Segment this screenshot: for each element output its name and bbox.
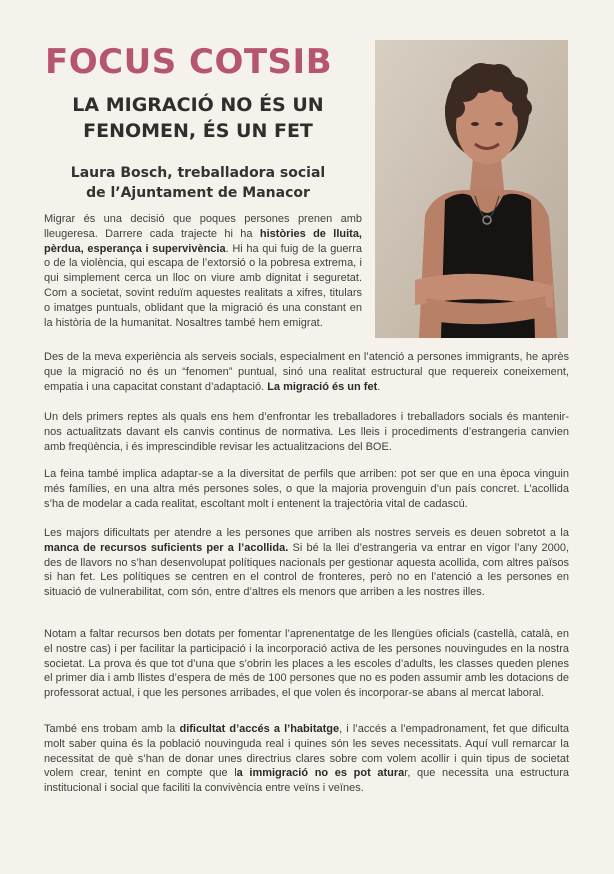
- article-paragraph-2: Des de la meva experiència als serveis socials, especialment en l’atenció a persones immigrants, he après que la migració no és un “fenomen” puntual, sinó una realitat estructural que requereix coneixement, empatia i una capacitat constant d’adaptació. La migració és un fet.: [44, 351, 569, 393]
- byline-affiliation: de l’Ajuntament de Manacor: [86, 185, 310, 201]
- article-paragraph-5: Les majors dificultats per atendre a les persones que arriben als nostres serveis es deuen sobretot a la manca de recursos suficients per a l’acollida. Si bé la llei d’estrangeria va entrar en vigor l’any 2000, des de llavors no s’han desenvolupat polítiques nacionals per gestionar aquesta acollida, com altres països si han fet. Les polítiques se centren en el control de fronteres, però no en l’atenció a les persones en situació de vulnerabilitat, com són, entre d’altres els menors que arriben a les nostres illes.: [44, 527, 569, 599]
- byline-name: Laura Bosch, treballadora social: [70, 165, 326, 181]
- article-headline: LA MIGRACIÓ NO ÉS UN FENOMEN, ÉS UN FET: [72, 94, 324, 142]
- author-byline: [44, 163, 352, 203]
- portrait-photo: [375, 40, 568, 338]
- page-title: FOCUS COTSIB: [45, 42, 333, 82]
- article-paragraph-7: També ens trobam amb la dificultat d’accés a l’habitatge, i l’accés a l’empadronament, fet que dificulta molt saber quina és la població nouvinguda real i quines són les seves necessitats. Aquí vull remarcar la necessitat de què s’han de donar unes directrius clares sobre com volem acollir i quin tipus de societat volem crear, tenint en compte que la immigració no es pot aturar, que necessita una estructura institucional i social que faciliti la convivència entre veïns i veïnes.: [44, 723, 569, 795]
- article-paragraph-4: La feina també implica adaptar-se a la diversitat de perfils que arriben: pot ser que en una època vinguin més famílies, en una altra més persones soles, o que la majoria provenguin d’un país concret. L’acollida s’ha de modelar a cada realitat, escoltant molt i entenent la trajectòria vital de cadascú.: [44, 468, 569, 510]
- article-paragraph-3: Un dels primers reptes als quals ens hem d’enfrontar les treballadores i treballadors socials és mantenir-nos actualitzats davant els canvis continus de normativa. Les lleis i procediments d’estrangeria canvien amb freqüència, i és imprescindible revisar les actualitzacions del BOE.: [44, 411, 569, 453]
- article-paragraph-1: Migrar és una decisió que poques persones prenen amb lleugeresa. Darrere cada trajecte hi ha històries de lluita, pèrdua, esperança i supervivència. Hi ha qui fuig de la guerra o de la violència, qui escapa de l’extorsió o la pobresa extrema, i qui simplement cerca un lloc on viure amb dignitat i seguretat. Com a societat, sovint reduïm aquestes realitats a xifres, titulars o imatges puntuals, oblidant que la migració és una constant en la història de la humanitat. Nosaltres també hem emigrat.: [44, 213, 362, 329]
- article-paragraph-6: Notam a faltar recursos ben dotats per fomentar l’aprenentatge de les llengües oficials (castellà, català, en el nostre cas) i per facilitar la participació i la incorporació activa de les persones nouvingudes en la nostra societat. La prova és que tot d’una que s’obrin les places a les escoles d’adults, les classes queden plenes el primer dia i amb llistes d’espera de més de 100 persones que no es poden assumir amb les dotacions de professorat actual, i que les persones arribades, el que volen és incorporar-se abans al mercat laboral.: [44, 628, 569, 700]
